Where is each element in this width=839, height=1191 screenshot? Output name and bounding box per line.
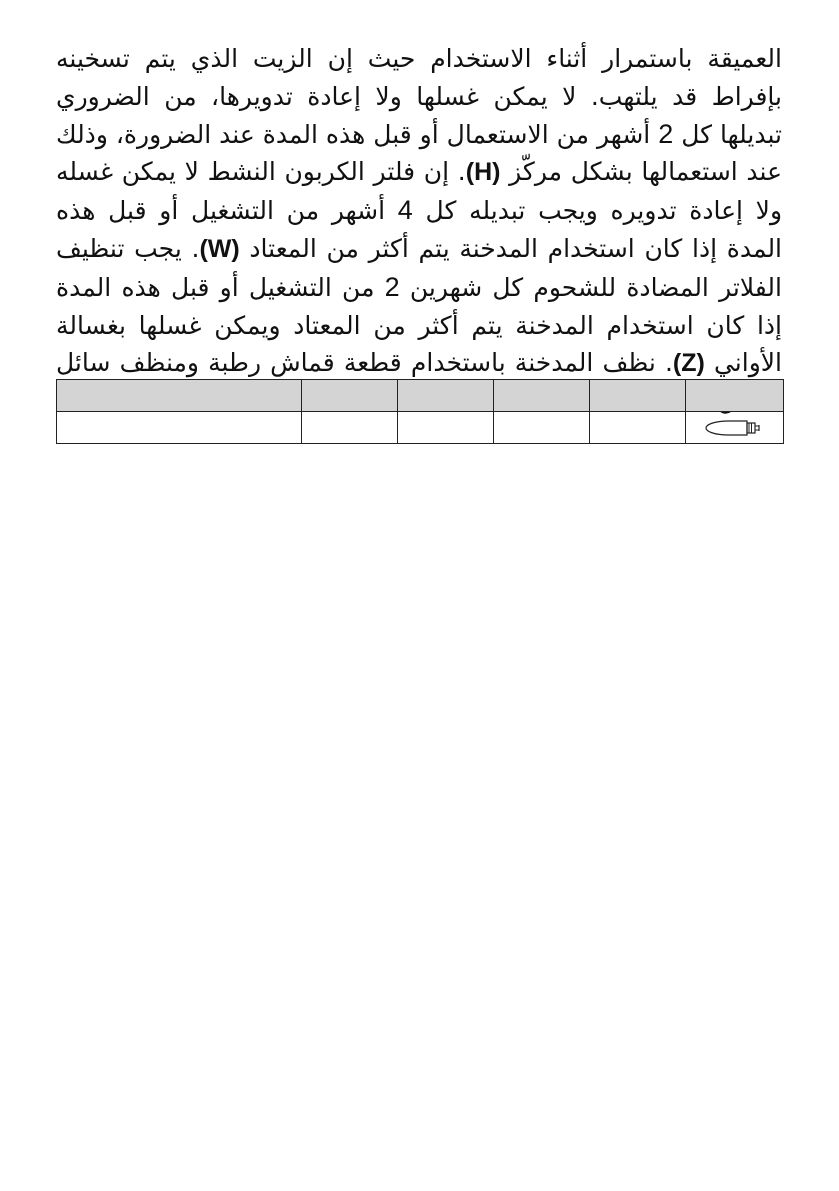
table-cell	[590, 380, 686, 412]
text-line: . نظف المدخنة باستخدام	[410, 348, 673, 378]
number-months: 4	[397, 195, 413, 226]
table-row	[57, 412, 784, 444]
text-line: أكثر من المعتاد ويمكن غسلها بغسالة الأواني	[56, 310, 782, 378]
table-cell	[590, 412, 686, 444]
table-header-row	[57, 380, 784, 412]
number-months: 2	[658, 118, 674, 149]
table-cell	[302, 412, 398, 444]
ref-z: (Z)	[672, 349, 705, 378]
table-cell	[302, 380, 398, 412]
text-line: قد يلتهب. لا يمكن غسلها ولا إعادة تدويرها، من الضروري تبديلها كل	[56, 81, 783, 149]
text-line: بشكل مركّز	[509, 157, 633, 187]
text-line: . يجب تنظيف الفلاتر المضادة للشحوم	[56, 233, 782, 302]
table-cell	[57, 412, 302, 444]
table-cell	[494, 380, 590, 412]
text-line: كل شهرين	[409, 272, 524, 302]
table-cell	[686, 380, 784, 412]
text-line: أشهر من الاستعمال أو قبل هذه المدة عند الضرورة، وذلك عند استعمالها	[56, 119, 783, 187]
table-cell	[398, 380, 494, 412]
text-line: ويجب تبديله كل	[425, 196, 598, 226]
number-months: 2	[384, 271, 400, 302]
text-line: المدخنة يتم أكثر من المعتاد	[249, 233, 538, 263]
text-line: أشهر من التشغيل أو قبل هذه المدة إذا كان استخدام	[56, 196, 783, 263]
ref-h: (H)	[465, 158, 501, 187]
table-cell	[686, 412, 784, 444]
text-line: من التشغيل أو قبل هذه المدة إذا كان استخدام المدخنة يتم	[56, 272, 782, 340]
bulb-icon	[703, 417, 767, 439]
text-line: قطعة قماش رطبة ومنظف سائل	[56, 348, 402, 378]
maintenance-paragraph	[56, 40, 782, 421]
lamp-spec-table	[56, 379, 784, 444]
table-cell	[57, 380, 302, 412]
table-cell	[398, 412, 494, 444]
ref-w: (W)	[199, 234, 240, 263]
text-line: العميقة باستمرار أثناء الاستخدام حيث إن الزيت الذي يتم تسخينه بإفراط	[56, 44, 782, 111]
text-line: . إن فلتر الكربون النشط لا يمكن غسله ولا إعادة تدويره	[56, 157, 783, 226]
table-cell	[494, 412, 590, 444]
